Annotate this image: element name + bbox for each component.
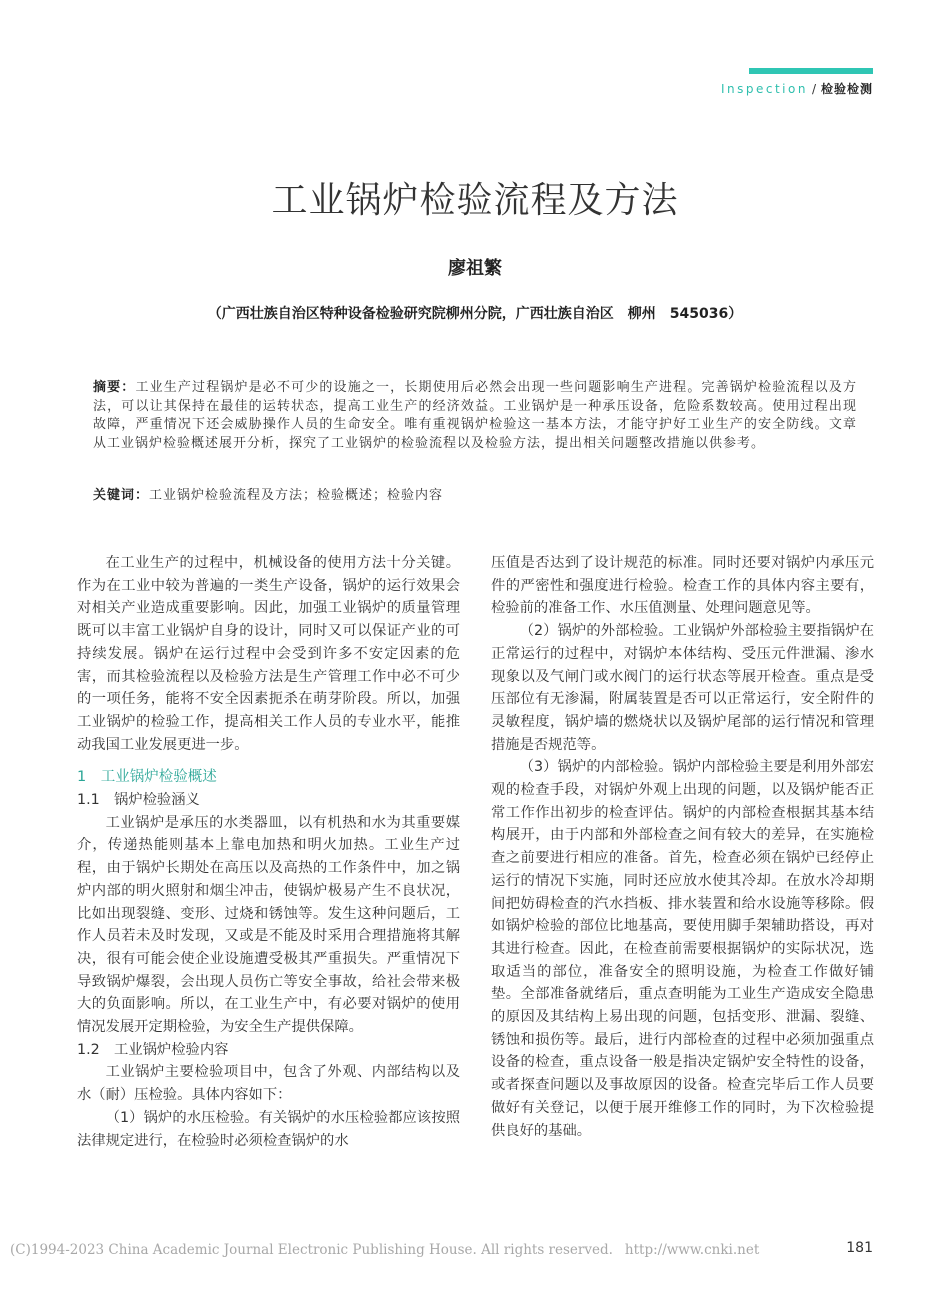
subsection-heading-1-1: 1.1 锅炉检验涵义 xyxy=(77,792,200,809)
keywords-text: 工业锅炉检验流程及方法；检验概述；检验内容 xyxy=(149,488,444,503)
section-label-en: Inspection xyxy=(720,82,808,96)
section-label xyxy=(721,80,873,97)
abstract-text: 工业生产过程锅炉是必不可少的设施之一，长期使用后必然会出现一些问题影响生产进程。完善锅炉检验流程以及方法，可以让其保持在最佳的运转状态，提高工业生产的经济效益。工业锅炉是一种承压设备，危险系数较高。使用过程出现故障，严重情况下还会威胁操作人员的生命安全。唯有重视锅炉检验这一基本方法，才能守护好工业生产的安全防线。文章从工业锅炉检验概述展开分析，探究了工业锅炉的检验流程以及检验方法，提出相关问题整改措施以供参考。 xyxy=(93,380,857,451)
section-heading-1: 1 工业锅炉检验概述 xyxy=(77,769,217,786)
keywords xyxy=(93,484,857,503)
page-number: 181 xyxy=(846,1240,873,1256)
paragraph-1-1: 工业锅炉是承压的水类器皿，以有机热和水为其重要媒介，传递热能则基本上靠电加热和明火加热。工业生产过程，由于锅炉长期处在高压以及高热的工作条件中，加之锅炉内部的明火照射和烟尘冲击，使锅炉极易产生不良状况，比如出现裂缝、变形、过烧和锈蚀等。发生这种问题后，工作人员若未及时发现，又或是不能及时采用合理措施将其解决，很有可能会使企业设施遭受极其严重损失。严重情况下导致锅炉爆裂，会出现人员伤亡等安全事故，给社会带来极大的负面影响。所以，在工业生产中，有必要对锅炉的使用情况发展开定期检验，为安全生产提供保障。 xyxy=(77,814,460,1036)
copyright-text: (C)1994-2023 China Academic Journal Electronic Publishing House. All rights reserved. xyxy=(10,1242,613,1258)
intro-paragraph: 在工业生产的过程中，机械设备的使用方法十分关键。作为在工业中较为普遍的一类生产设备，锅炉的运行效果会对相关产业造成重要影响。因此，加强工业锅炉的质量管理既可以丰富工业锅炉自身的设计，同时又可以保证产业的可持续发展。锅炉在运行过程中会受到许多不安定因素的危害，而其检验流程以及检验方法是生产管理工作中必不可少的一项任务，能将不安全因素扼杀在萌芽阶段。所以，加强工业锅炉的检验工作，提高相关工作人员的专业水平，能推动我国工业发展更进一步。 xyxy=(77,555,460,753)
abstract-label: 摘要： xyxy=(93,380,136,395)
paragraph-item-2: （2）锅炉的外部检验。工业锅炉外部检验主要指锅炉在正常运行的过程中，对锅炉本体结构、受压元件泄漏、渗水现象以及气闸门或水阀门的运行状态等展开检查。重点是受压部位有无渗漏，附属装置是否可以正常运行，安全附件的灵敏程度，锅炉墙的燃烧状以及锅炉尾部的运行情况和管理措施是否规范等。 xyxy=(491,623,874,753)
section-label-slash: / xyxy=(811,82,817,96)
subsection-heading-1-2: 1.2 工业锅炉检验内容 xyxy=(77,1041,229,1058)
body-column-left xyxy=(77,552,460,1152)
abstract xyxy=(93,379,857,453)
section-label-cn: 检验检测 xyxy=(820,82,873,96)
paragraph-item-3: （3）锅炉的内部检验。锅炉内部检验主要是利用外部宏观的检查手段，对锅炉外观上出现的问题，以及锅炉能否正常工作作出初步的检查评估。锅炉的内部检查根据其基本结构展开，由于内部和外部检查之间有较大的差异，在实施检查之前要进行相应的准备。首先，检查必须在锅炉已经停止运行的情况下实施，同时还应放水使其冷却。在放水冷却期间把妨碍检查的汽水挡板、排水装置和给水设施等移除。假如锅炉检验的部位比地基高，要使用脚手架辅助搭设，再对其进行检查。因此，在检查前需要根据锅炉的实际状况，选取适当的部位，准备安全的照明设施，为检查工作做好铺垫。全部准备就绪后，重点查明能为工业生产造成安全隐患的原因及其结构上易出现的问题，包括变形、泄漏、裂缝、锈蚀和损伤等。最后，进行内部检查的过程中必须加强重点设备的检查，重点设备一般是指决定锅炉安全特性的设备，或者探查问题以及事故原因的设备。检查完毕后工作人员要做好有关登记，以便于展开维修工作的同时，为下次检验提供良好的基础。 xyxy=(491,759,874,1139)
body-column-right xyxy=(491,552,874,1142)
article-author: 廖祖繁 xyxy=(448,258,502,279)
paragraph-item-1: （1）锅炉的水压检验。有关锅炉的水压检验都应该按照法律规定进行，在检验时必须检查锅炉的水 xyxy=(77,1109,460,1149)
copyright-footer xyxy=(10,1242,759,1258)
paragraph-1-2: 工业锅炉主要检验项目中，包含了外观、内部结构以及水（耐）压检验。具体内容如下： xyxy=(77,1064,460,1104)
header-accent-bar xyxy=(749,68,873,74)
footer-url: http://www.cnki.net xyxy=(624,1242,760,1258)
keywords-label: 关键词： xyxy=(93,488,150,503)
article-title: 工业锅炉检验流程及方法 xyxy=(271,180,679,222)
author-affiliation: （广西壮族自治区特种设备检验研究院柳州分院，广西壮族自治区 柳州 545036） xyxy=(207,306,743,322)
paragraph-item-1-continued: 压值是否达到了设计规范的标准。同时还要对锅炉内承压元件的严密性和强度进行检验。检查工作的具体内容主要有，检验前的准备工作、水压值测量、处理问题意见等。 xyxy=(491,555,874,617)
